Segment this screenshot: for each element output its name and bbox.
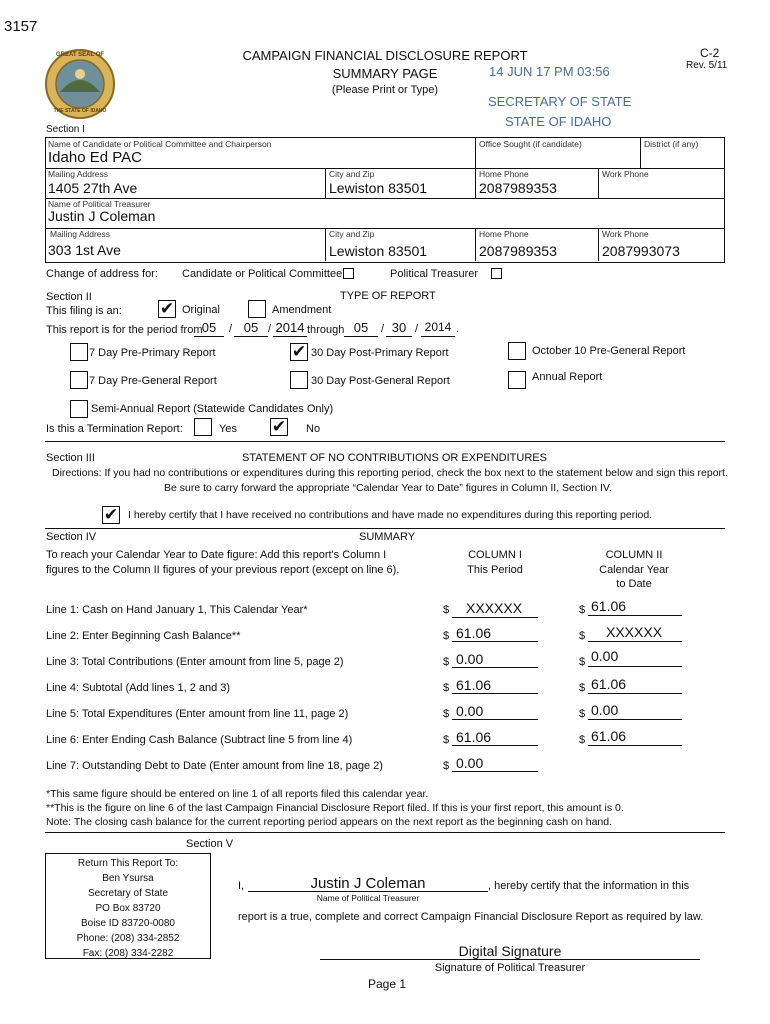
section-3-directions: Directions: If you had no contributions or expenditures during this reporting period, check the box next to the statement below and sign this report. (52, 467, 728, 479)
signature[interactable]: Digital Signature (458, 943, 562, 959)
period-to-month[interactable]: 05 (353, 320, 369, 335)
seven-day-pre-primary-checkbox[interactable] (70, 343, 88, 361)
return-line: Fax: (208) 334-2282 (82, 948, 174, 959)
seven-day-pre-primary-label: 7 Day Pre-Primary Report (89, 347, 216, 359)
currency-symbol: $ (443, 708, 450, 720)
treasurer-home-phone-label: Home Phone (479, 229, 529, 239)
return-line: Boise ID 83720-0080 (81, 918, 175, 929)
return-line: Return This Report To: (77, 858, 179, 869)
currency-symbol: $ (579, 656, 586, 668)
no-activity-certify-text: I hereby certify that I have received no contributions and have made no expenditures during this reporting period. (128, 509, 653, 521)
column-2-subheading: Calendar Year (599, 564, 669, 576)
mailing-label: Mailing Address (48, 169, 109, 179)
page-number: Page 1 (368, 977, 407, 991)
treasurer-name-caption: Name of Political Treasurer (316, 893, 420, 903)
period-from-day[interactable]: 05 (243, 320, 259, 335)
seven-day-pre-general-label: 7 Day Pre-General Report (89, 375, 217, 387)
column-2-heading: COLUMN II (605, 549, 663, 561)
mailing-address[interactable]: 1405 27th Ave (48, 180, 138, 196)
summary-line-label: Line 5: Total Expenditures (Enter amount from line 11, page 2) (46, 708, 349, 720)
semi-annual-label: Semi-Annual Report (Statewide Candidates Only) (91, 403, 334, 415)
period-from-year[interactable]: 2014 (275, 320, 305, 335)
treasurer-mailing-label: Mailing Address (50, 229, 111, 239)
treasurer-work-phone-label: Work Phone (602, 229, 649, 239)
period-end-dot: . (456, 323, 460, 335)
summary-line-label: Line 7: Outstanding Debt to Date (Enter amount from line 18, page 2) (46, 760, 383, 772)
summary-line-label: Line 2: Enter Beginning Cash Balance** (46, 630, 241, 642)
filing-type-label: This filing is an: (46, 305, 122, 317)
period-to-day[interactable]: 30 (391, 320, 407, 335)
summary-intro-2: figures to the Column II figures of your previous report (except on line 6). (46, 564, 400, 576)
october-10-pre-general-label: October 10 Pre-General Report (532, 345, 686, 357)
section-3-carry-forward: Be sure to carry forward the appropriate “Calendar Year to Date” figures in Column II, Section IV. (164, 482, 612, 494)
annual-report-label: Annual Report (532, 371, 603, 383)
annual-report-checkbox[interactable] (508, 371, 526, 389)
name-label: Name of Candidate or Political Committee and Chairperson (48, 139, 272, 149)
currency-symbol: $ (579, 630, 586, 642)
column-2-subheading-2: to Date (616, 578, 652, 590)
line-5-column-2[interactable]: 0.00 (591, 702, 619, 718)
line-4-column-2[interactable]: 61.06 (591, 676, 627, 692)
section-4-title: SUMMARY (359, 531, 416, 543)
line-6-column-1[interactable]: 61.06 (456, 729, 492, 745)
work-phone-label: Work Phone (602, 169, 649, 179)
period-label: This report is for the period from (46, 324, 203, 336)
form-revision: Rev. 5/11 (686, 60, 728, 71)
signature-caption: Signature of Political Treasurer (434, 962, 586, 974)
city-zip[interactable]: Lewiston 83501 (329, 180, 428, 196)
slash: / (415, 323, 419, 335)
received-stamp-state: STATE OF IDAHO (505, 114, 612, 129)
committee-name[interactable]: Idaho Ed PAC (48, 149, 142, 166)
line-3-column-2[interactable]: 0.00 (591, 648, 619, 664)
treasurer-work-phone[interactable]: 2087993073 (602, 243, 680, 259)
document-number: 3157 (4, 18, 38, 35)
currency-symbol: $ (443, 630, 450, 642)
treasurer-city-zip-label: City and Zip (329, 229, 375, 239)
district-label: District (if any) (644, 139, 699, 149)
column-1-subheading: This Period (467, 564, 523, 576)
summary-line-label: Line 4: Subtotal (Add lines 1, 2 and 3) (46, 682, 231, 694)
form-code: C-2 (700, 46, 720, 60)
summary-intro-1: To reach your Calendar Year to Date figure: Add this report's Column I (46, 549, 387, 561)
thirty-day-post-primary-label: 30 Day Post-Primary Report (311, 347, 449, 359)
section-5-label: Section V (186, 838, 234, 850)
change-treasurer-label: Political Treasurer (390, 268, 479, 280)
print-instruction: (Please Print or Type) (331, 84, 439, 96)
treasurer-mailing-address[interactable]: 303 1st Ave (48, 242, 121, 258)
home-phone-label: Home Phone (479, 169, 529, 179)
line-6-column-2[interactable]: 61.06 (591, 728, 627, 744)
termination-label: Is this a Termination Report: (46, 423, 183, 435)
type-of-report-heading: TYPE OF REPORT (340, 290, 436, 302)
line-1-column-1[interactable]: XXXXXX (466, 600, 523, 616)
slash: / (381, 323, 385, 335)
change-candidate-checkbox[interactable] (343, 268, 354, 279)
period-to-year[interactable]: 2014 (424, 320, 452, 334)
no-activity-certify-checkbox[interactable]: ✔ (103, 505, 119, 524)
return-line: Secretary of State (87, 888, 169, 899)
office-sought-label: Office Sought (if candidate) (479, 139, 582, 149)
report-subtitle: SUMMARY PAGE (332, 66, 438, 81)
summary-line-label: Line 1: Cash on Hand January 1, This Calendar Year* (46, 604, 308, 616)
received-stamp-office: SECRETARY OF STATE (488, 94, 632, 109)
period-from-month[interactable]: 05 (201, 320, 217, 335)
seal-text-top: GREAT SEAL OF (55, 52, 105, 58)
currency-symbol: $ (579, 682, 586, 694)
currency-symbol: $ (443, 682, 450, 694)
city-zip-label: City and Zip (329, 169, 375, 179)
treasurer-home-phone[interactable]: 2087989353 (479, 243, 557, 259)
line-7-column-1[interactable]: 0.00 (456, 755, 484, 771)
section-2-label: Section II (46, 291, 92, 303)
summary-line-label: Line 3: Total Contributions (Enter amount from line 5, page 2) (46, 656, 344, 668)
slash: / (268, 323, 272, 335)
seal-text-bottom: THE STATE OF IDAHO (53, 108, 107, 114)
certify-i: I, (238, 880, 245, 892)
received-stamp-date: 14 JUN 17 PM 03:56 (489, 64, 610, 79)
termination-yes-checkbox[interactable] (194, 418, 212, 436)
termination-yes-label: Yes (219, 423, 237, 435)
change-address-label: Change of address for: (46, 268, 158, 280)
line-3-column-1[interactable]: 0.00 (456, 651, 484, 667)
return-address-box (45, 853, 211, 959)
footnote-1: *This same figure should be entered on line 1 of all reports filed this calendar year. (46, 788, 429, 800)
return-line: Phone: (208) 334-2852 (76, 933, 180, 944)
treasurer-city-zip[interactable]: Lewiston 83501 (329, 243, 428, 259)
currency-symbol: $ (579, 708, 586, 720)
treasurer-certify-name[interactable]: Justin J Coleman (310, 875, 426, 892)
slash: / (229, 323, 233, 335)
amendment-label: Amendment (272, 304, 332, 316)
treasurer-label: Name of Political Treasurer (48, 199, 151, 209)
return-line: Ben Ysursa (102, 873, 154, 884)
line-1-column-2[interactable]: 61.06 (591, 598, 627, 614)
currency-symbol: $ (443, 760, 450, 772)
change-treasurer-checkbox[interactable] (491, 268, 502, 279)
currency-symbol: $ (579, 734, 586, 746)
section-3-label: Section III (46, 452, 95, 464)
amendment-checkbox[interactable] (248, 300, 266, 318)
line-2-column-1[interactable]: 61.06 (456, 625, 492, 641)
semi-annual-checkbox[interactable] (70, 400, 88, 418)
change-candidate-label: Candidate or Political Committee (182, 268, 343, 280)
footnote-2: **This is the figure on line 6 of the last Campaign Financial Disclosure Report filed. If this is your first report, this amount is 0. (46, 802, 624, 814)
line-4-column-1[interactable]: 61.06 (456, 677, 492, 693)
summary-line-label: Line 6: Enter Ending Cash Balance (Subtract line 5 from line 4) (46, 734, 353, 746)
treasurer-name[interactable]: Justin J Coleman (48, 208, 156, 224)
original-label: Original (182, 304, 220, 316)
thirty-day-post-general-checkbox[interactable] (290, 371, 308, 389)
footnote-3: Note: The closing cash balance for the current reporting period appears on the next report as the beginning cash on hand. (46, 816, 613, 828)
certify-tail: , hereby certify that the information in this (488, 880, 690, 892)
currency-symbol: $ (579, 604, 586, 616)
currency-symbol: $ (443, 656, 450, 668)
section-3-title: STATEMENT OF NO CONTRIBUTIONS OR EXPENDITURES (242, 452, 547, 464)
currency-symbol: $ (443, 604, 450, 616)
line-2-column-2[interactable]: XXXXXX (606, 624, 663, 640)
original-checkbox[interactable]: ✔ (159, 299, 175, 318)
state-seal (44, 48, 116, 120)
home-phone[interactable]: 2087989353 (479, 180, 557, 196)
section-4-label: Section IV (46, 531, 97, 543)
column-1-heading: COLUMN I (468, 549, 522, 561)
thirty-day-post-general-label: 30 Day Post-General Report (311, 375, 450, 387)
section-1-label: Section I (46, 124, 85, 135)
report-title: CAMPAIGN FINANCIAL DISCLOSURE REPORT (242, 48, 528, 63)
termination-no-checkbox[interactable]: ✔ (271, 417, 287, 436)
through-label: through (307, 324, 345, 336)
thirty-day-post-primary-checkbox[interactable]: ✔ (291, 342, 307, 361)
return-line: PO Box 83720 (95, 903, 161, 914)
october-10-pre-general-checkbox[interactable] (508, 342, 526, 360)
termination-no-label: No (306, 423, 321, 435)
seven-day-pre-general-checkbox[interactable] (70, 371, 88, 389)
certify-statement: report is a true, complete and correct Campaign Financial Disclosure Report as required by law. (238, 911, 704, 923)
currency-symbol: $ (443, 734, 450, 746)
line-5-column-1[interactable]: 0.00 (456, 703, 484, 719)
